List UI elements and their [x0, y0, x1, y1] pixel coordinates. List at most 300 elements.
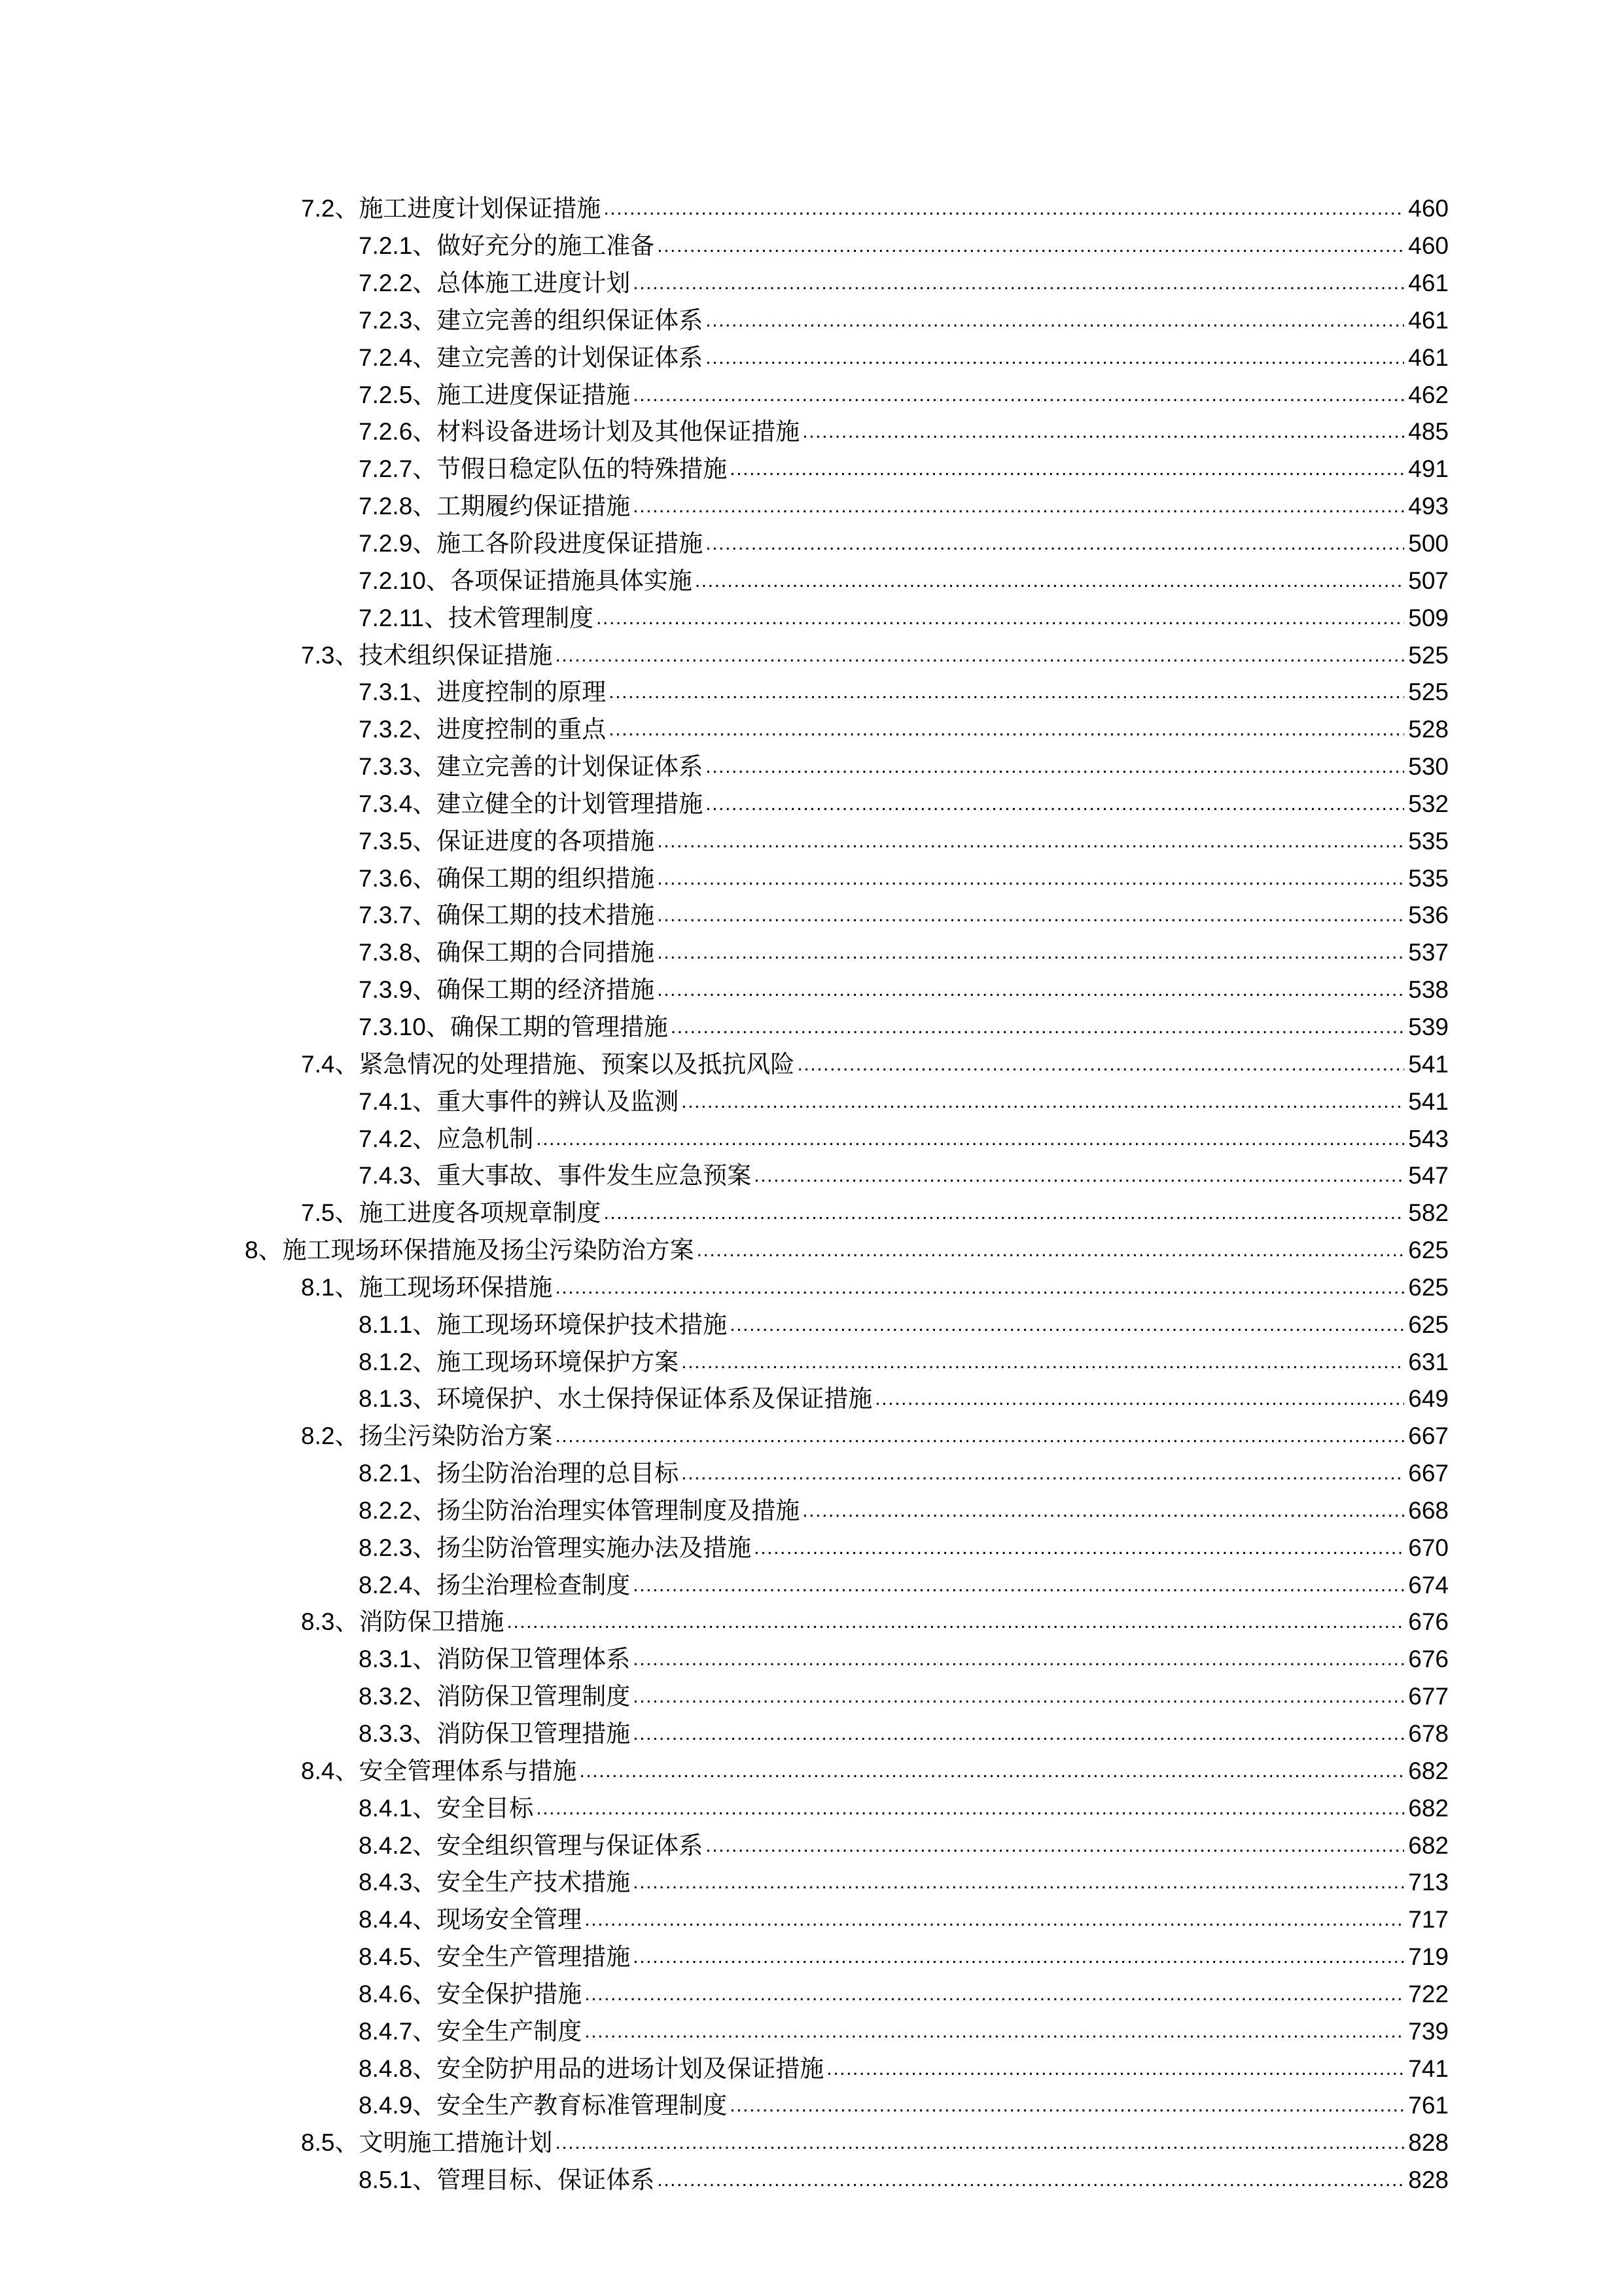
toc-entry-page-number: 678 — [1408, 1720, 1449, 1748]
toc-entry-number: 7.3.3 — [359, 753, 413, 781]
toc-dot-leader — [555, 637, 1404, 674]
toc-entry-page-number: 828 — [1408, 2129, 1449, 2157]
toc-entry-title: 施工现场环保措施 — [359, 1273, 553, 1301]
toc-entry-page-number: 582 — [1408, 1199, 1449, 1227]
toc-entry-separator: 、 — [425, 567, 450, 594]
toc-dot-leader — [705, 302, 1404, 339]
toc-entry[interactable] — [0, 2013, 1624, 2050]
toc-entry-number: 8.4.4 — [359, 1906, 413, 1934]
toc-entry-page-number: 625 — [1408, 1311, 1449, 1338]
toc-entry[interactable] — [0, 525, 1624, 563]
toc-entry-page-number: 493 — [1408, 493, 1449, 520]
toc-entry[interactable] — [0, 1604, 1624, 1641]
toc-dot-leader — [797, 1046, 1404, 1083]
toc-entry[interactable] — [0, 1343, 1624, 1381]
toc-entry[interactable] — [0, 302, 1624, 340]
toc-dot-leader — [754, 1530, 1404, 1566]
toc-entry-number: 8.4.3 — [359, 1869, 413, 1896]
toc-dot-leader — [584, 1976, 1404, 2013]
toc-entry-number: 7.4.3 — [359, 1162, 413, 1190]
toc-entry[interactable] — [0, 562, 1624, 599]
toc-entry-page-number: 491 — [1408, 455, 1449, 483]
toc-entry-number: 7.3.1 — [359, 679, 413, 706]
toc-entry-number: 8.2 — [301, 1422, 335, 1450]
toc-entry[interactable] — [0, 339, 1624, 376]
toc-entry-number: 7.2.4 — [359, 344, 413, 371]
toc-entry-title: 消防保卫措施 — [359, 1608, 504, 1636]
toc-entry-separator: 、 — [334, 641, 359, 669]
toc-entry-title: 扬尘治理检查制度 — [436, 1571, 631, 1598]
toc-entry-page-number: 625 — [1408, 1273, 1449, 1301]
toc-entry-title: 施工现场环保措施及扬尘污染防治方案 — [282, 1237, 694, 1264]
toc-entry-title: 施工现场环境保护方案 — [436, 1348, 679, 1375]
toc-entry-number: 7.3 — [301, 641, 335, 669]
toc-entry-title: 文明施工措施计划 — [359, 2129, 553, 2157]
toc-entry[interactable] — [0, 1046, 1624, 1083]
toc-entry-separator: 、 — [334, 1608, 359, 1636]
toc-dot-leader — [609, 711, 1404, 748]
toc-entry-page-number: 530 — [1408, 753, 1449, 781]
toc-entry-separator: 、 — [412, 2017, 437, 2045]
toc-entry-page-number: 547 — [1408, 1162, 1449, 1190]
toc-dot-leader — [730, 1307, 1404, 1343]
toc-entry-separator: 、 — [412, 1125, 437, 1152]
toc-dot-leader — [730, 2087, 1404, 2124]
toc-entry-number: 8.1.3 — [359, 1385, 413, 1413]
toc-entry-page-number: 525 — [1408, 679, 1449, 706]
toc-entry-separator: 、 — [412, 1646, 437, 1673]
toc-entry-separator: 、 — [412, 232, 437, 260]
toc-entry-separator: 、 — [412, 1906, 437, 1934]
toc-entry-page-number: 682 — [1408, 1757, 1449, 1784]
toc-entry[interactable] — [0, 1455, 1624, 1492]
toc-entry[interactable] — [0, 1827, 1624, 1864]
toc-entry[interactable] — [0, 1716, 1624, 1753]
toc-entry-title: 安全生产制度 — [436, 2017, 582, 2045]
toc-entry-number: 7.3.6 — [359, 864, 413, 892]
toc-entry-title: 消防保卫管理措施 — [436, 1720, 631, 1748]
toc-entry-number: 7.5 — [301, 1199, 335, 1227]
toc-entry-number: 8.4.1 — [359, 1794, 413, 1822]
toc-entry-title: 现场安全管理 — [436, 1906, 582, 1934]
toc-entry-title: 安全保护措施 — [436, 1980, 582, 2007]
toc-entry-page-number: 682 — [1408, 1831, 1449, 1859]
toc-entry-page-number: 460 — [1408, 232, 1449, 260]
toc-entry-separator: 、 — [412, 753, 437, 781]
toc-entry[interactable] — [0, 451, 1624, 488]
toc-entry-separator: 、 — [424, 604, 449, 631]
toc-entry-page-number: 461 — [1408, 306, 1449, 334]
toc-dot-leader — [657, 860, 1404, 897]
toc-entry-number: 7.2.10 — [359, 567, 426, 594]
toc-entry-number: 7.2.6 — [359, 418, 413, 446]
toc-entry-title: 安全生产管理措施 — [436, 1943, 631, 1971]
toc-entry-separator: 、 — [412, 1720, 437, 1748]
toc-dot-leader — [657, 934, 1404, 971]
toc-entry-title: 确保工期的合同措施 — [436, 939, 655, 966]
toc-entry-number: 7.4 — [301, 1050, 335, 1078]
toc-entry-title: 进度控制的原理 — [436, 679, 607, 706]
toc-dot-leader — [596, 600, 1404, 637]
toc-entry-number: 7.4.1 — [359, 1087, 413, 1115]
toc-entry-title: 施工各阶段进度保证措施 — [436, 530, 703, 557]
toc-entry-title: 安全防护用品的进场计划及保证措施 — [436, 2055, 824, 2082]
toc-entry-page-number: 828 — [1408, 2166, 1449, 2194]
toc-entry-separator: 、 — [334, 1757, 359, 1784]
toc-entry[interactable] — [0, 1566, 1624, 1604]
toc-entry-title: 应急机制 — [436, 1125, 534, 1152]
toc-entry[interactable] — [0, 1306, 1624, 1343]
toc-entry-page-number: 460 — [1408, 195, 1449, 222]
toc-entry[interactable] — [0, 228, 1624, 265]
toc-entry-separator: 、 — [412, 344, 437, 371]
toc-entry-number: 7.3.10 — [359, 1013, 426, 1040]
toc-entry-number: 8.4.7 — [359, 2017, 413, 2045]
toc-dot-leader — [875, 1381, 1404, 1417]
toc-entry-page-number: 461 — [1408, 270, 1449, 297]
toc-entry-number: 8.4.9 — [359, 2092, 413, 2119]
toc-entry-page-number: 670 — [1408, 1534, 1449, 1561]
toc-entry-number: 8.3 — [301, 1608, 335, 1636]
toc-entry-title: 消防保卫管理制度 — [436, 1683, 631, 1710]
toc-entry-separator: 、 — [412, 1943, 437, 1971]
toc-entry-title: 材料设备进场计划及其他保证措施 — [436, 418, 800, 446]
toc-entry-separator: 、 — [412, 1831, 437, 1859]
toc-entry-number: 7.3.4 — [359, 790, 413, 817]
toc-dot-leader — [603, 1195, 1404, 1231]
toc-entry-title: 扬尘防治治理实体管理制度及措施 — [436, 1496, 800, 1524]
toc-entry-number: 8.4.6 — [359, 1980, 413, 2007]
toc-entry-title: 管理目标、保证体系 — [436, 2166, 655, 2194]
toc-entry[interactable] — [0, 972, 1624, 1009]
toc-entry-separator: 、 — [412, 2092, 437, 2119]
toc-entry-page-number: 682 — [1408, 1794, 1449, 1822]
toc-entry-number: 8.3.2 — [359, 1683, 413, 1710]
toc-dot-leader — [555, 1418, 1404, 1455]
toc-dot-leader — [657, 823, 1404, 860]
toc-dot-leader — [536, 1121, 1404, 1157]
toc-dot-leader — [633, 1641, 1404, 1678]
toc-entry-title: 扬尘污染防治方案 — [359, 1422, 553, 1450]
toc-entry-number: 8.2.1 — [359, 1460, 413, 1487]
toc-entry-number: 8.4.8 — [359, 2055, 413, 2082]
toc-dot-leader — [555, 1269, 1404, 1306]
toc-entry-page-number: 739 — [1408, 2017, 1449, 2045]
toc-entry-number: 8.5.1 — [359, 2166, 413, 2194]
toc-entry-separator: 、 — [412, 827, 437, 855]
toc-entry-number: 8.3.3 — [359, 1720, 413, 1748]
toc-dot-leader — [633, 377, 1404, 414]
toc-entry-page-number: 532 — [1408, 790, 1449, 817]
toc-entry-title: 建立完善的计划保证体系 — [436, 344, 703, 371]
toc-dot-leader — [657, 897, 1404, 934]
toc-entry-title: 安全目标 — [436, 1794, 534, 1822]
toc-entry[interactable] — [0, 674, 1624, 711]
toc-entry-title: 扬尘防治管理实施办法及措施 — [436, 1534, 752, 1561]
toc-entry-number: 7.3.5 — [359, 827, 413, 855]
toc-entry-number: 8.5 — [301, 2129, 335, 2157]
toc-dot-leader — [705, 340, 1404, 376]
toc-entry-number: 7.2.9 — [359, 530, 413, 557]
toc-dot-leader — [705, 1828, 1404, 1864]
toc-entry-page-number: 713 — [1408, 1869, 1449, 1896]
toc-entry[interactable] — [0, 1269, 1624, 1306]
toc-entry-page-number: 539 — [1408, 1013, 1449, 1040]
toc-entry-title: 做好充分的施工准备 — [436, 232, 655, 260]
toc-entry-separator: 、 — [412, 1348, 437, 1375]
toc-entry[interactable] — [0, 1120, 1624, 1157]
toc-entry-separator: 、 — [412, 1087, 437, 1115]
toc-entry-page-number: 541 — [1408, 1087, 1449, 1115]
toc-entry-title: 重大事故、事件发生应急预案 — [436, 1162, 752, 1190]
toc-entry[interactable] — [0, 711, 1624, 749]
toc-entry[interactable] — [0, 2162, 1624, 2199]
toc-dot-leader — [657, 2162, 1404, 2199]
toc-entry-title: 安全管理体系与措施 — [359, 1757, 577, 1784]
toc-entry-page-number: 500 — [1408, 530, 1449, 557]
toc-entry-title: 扬尘防治治理的总目标 — [436, 1460, 679, 1487]
toc-entry-title: 建立完善的计划保证体系 — [436, 753, 703, 781]
toc-entry-page-number: 537 — [1408, 939, 1449, 966]
toc-entry-page-number: 668 — [1408, 1496, 1449, 1524]
toc-entry[interactable] — [0, 897, 1624, 934]
toc-dot-leader — [730, 451, 1404, 487]
toc-entry[interactable] — [0, 1083, 1624, 1120]
toc-entry-separator: 、 — [425, 1013, 450, 1040]
toc-dot-leader — [555, 2125, 1404, 2161]
toc-dot-leader — [579, 1753, 1404, 1790]
toc-entry-separator: 、 — [412, 1869, 437, 1896]
toc-entry-page-number: 667 — [1408, 1460, 1449, 1487]
toc-dot-leader — [584, 1901, 1404, 1938]
toc-entry-number: 7.2 — [301, 195, 335, 222]
toc-entry-separator: 、 — [334, 2129, 359, 2157]
toc-dot-leader — [633, 1567, 1404, 1604]
toc-entry-title: 环境保护、水土保持保证体系及保证措施 — [436, 1385, 873, 1413]
toc-entry-separator: 、 — [412, 1162, 437, 1190]
toc-entry-page-number: 717 — [1408, 1906, 1449, 1934]
toc-entry-page-number: 535 — [1408, 864, 1449, 892]
toc-entry[interactable] — [0, 599, 1624, 637]
toc-entry-number: 7.4.2 — [359, 1125, 413, 1152]
toc-entry[interactable] — [0, 786, 1624, 823]
toc-entry-page-number: 525 — [1408, 641, 1449, 669]
toc-entry-title: 消防保卫管理体系 — [436, 1646, 631, 1673]
toc-dot-leader — [802, 414, 1404, 450]
toc-entry-number: 7.2.2 — [359, 270, 413, 297]
toc-dot-leader — [633, 1939, 1404, 1975]
toc-entry-page-number: 676 — [1408, 1608, 1449, 1636]
toc-entry[interactable] — [0, 1529, 1624, 1566]
toc-entry-title: 安全生产技术措施 — [436, 1869, 631, 1896]
toc-entry[interactable] — [0, 1492, 1624, 1530]
toc-dot-leader — [681, 1084, 1404, 1120]
toc-entry-separator: 、 — [412, 1980, 437, 2007]
toc-entry[interactable] — [0, 1157, 1624, 1195]
toc-entry-title: 保证进度的各项措施 — [436, 827, 655, 855]
toc-entry[interactable] — [0, 1418, 1624, 1455]
toc-entry[interactable] — [0, 1939, 1624, 1976]
toc-entry-number: 7.2.8 — [359, 493, 413, 520]
toc-entry-separator: 、 — [412, 381, 437, 408]
toc-dot-leader — [633, 1864, 1404, 1901]
toc-entry-separator: 、 — [412, 530, 437, 557]
toc-entry[interactable] — [0, 1976, 1624, 2013]
toc-entry-separator: 、 — [412, 1534, 437, 1561]
toc-dot-leader — [657, 972, 1404, 1008]
toc-entry-separator: 、 — [412, 1460, 437, 1487]
toc-dot-leader — [536, 1790, 1404, 1827]
toc-dot-leader — [705, 749, 1404, 785]
toc-entry-number: 8.2.4 — [359, 1571, 413, 1598]
toc-dot-leader — [826, 2051, 1404, 2087]
toc-entry-separator: 、 — [412, 306, 437, 334]
toc-entry-page-number: 541 — [1408, 1050, 1449, 1078]
toc-entry-title: 施工进度保证措施 — [436, 381, 631, 408]
toc-entry-page-number: 719 — [1408, 1943, 1449, 1971]
toc-dot-leader — [705, 525, 1404, 562]
toc-entry-number: 7.3.7 — [359, 902, 413, 929]
toc-entry-number: 7.2.1 — [359, 232, 413, 260]
toc-entry[interactable] — [0, 2050, 1624, 2087]
toc-entry-separator: 、 — [412, 1385, 437, 1413]
toc-entry-number: 8.4.2 — [359, 1831, 413, 1859]
toc-entry-number: 8 — [245, 1237, 258, 1264]
toc-entry-page-number: 536 — [1408, 902, 1449, 929]
toc-entry-separator: 、 — [412, 716, 437, 743]
toc-entry-separator: 、 — [258, 1237, 283, 1264]
toc-entry-separator: 、 — [334, 195, 359, 222]
toc-entry-title: 技术组织保证措施 — [359, 641, 553, 669]
toc-entry-separator: 、 — [412, 2166, 437, 2194]
toc-entry-title: 安全生产教育标准管理制度 — [436, 2092, 728, 2119]
toc-entry-title: 重大事件的辨认及监测 — [436, 1087, 679, 1115]
toc-entry[interactable] — [0, 637, 1624, 674]
toc-entry[interactable] — [0, 1232, 1624, 1269]
toc-entry[interactable] — [0, 2087, 1624, 2125]
toc-entry[interactable] — [0, 2125, 1624, 2162]
toc-entry-title: 建立健全的计划管理措施 — [436, 790, 703, 817]
toc-entry-number: 7.3.2 — [359, 716, 413, 743]
toc-entry-title: 工期履约保证措施 — [436, 493, 631, 520]
toc-entry-title: 技术管理制度 — [448, 604, 594, 631]
toc-entry-separator: 、 — [412, 493, 437, 520]
toc-dot-leader — [633, 488, 1404, 525]
toc-entry-separator: 、 — [412, 976, 437, 1004]
toc-entry-page-number: 485 — [1408, 418, 1449, 446]
toc-entry-separator: 、 — [334, 1199, 359, 1227]
toc-entry-title: 进度控制的重点 — [436, 716, 607, 743]
toc-entry[interactable] — [0, 1864, 1624, 1901]
toc-entry-number: 8.1.2 — [359, 1348, 413, 1375]
toc-entry[interactable] — [0, 822, 1624, 860]
toc-entry-title: 建立完善的组织保证体系 — [436, 306, 703, 334]
toc-entry-separator: 、 — [412, 270, 437, 297]
toc-entry-page-number: 674 — [1408, 1571, 1449, 1598]
toc-entry-page-number: 722 — [1408, 1980, 1449, 2007]
toc-entry-page-number: 631 — [1408, 1348, 1449, 1375]
toc-entry-number: 7.2.5 — [359, 381, 413, 408]
toc-entry[interactable] — [0, 1790, 1624, 1827]
toc-dot-leader — [681, 1455, 1404, 1492]
toc-entry[interactable] — [0, 934, 1624, 972]
toc-entry-page-number: 676 — [1408, 1646, 1449, 1673]
toc-entry-page-number: 761 — [1408, 2092, 1449, 2119]
toc-dot-leader — [695, 563, 1404, 599]
toc-entry-page-number: 543 — [1408, 1125, 1449, 1152]
toc-entry-title: 施工现场环境保护技术措施 — [436, 1311, 728, 1338]
toc-dot-leader — [681, 1344, 1404, 1381]
toc-entry[interactable] — [0, 488, 1624, 525]
toc-entry-separator: 、 — [334, 1273, 359, 1301]
toc-entry[interactable] — [0, 749, 1624, 786]
toc-entry-separator: 、 — [412, 1683, 437, 1710]
toc-entry[interactable] — [0, 190, 1624, 228]
toc-entry-page-number: 509 — [1408, 604, 1449, 631]
toc-entry-number: 8.3.1 — [359, 1646, 413, 1673]
toc-entry-separator: 、 — [412, 679, 437, 706]
table-of-contents — [0, 190, 1624, 2199]
toc-entry-separator: 、 — [412, 790, 437, 817]
toc-entry-page-number: 677 — [1408, 1683, 1449, 1710]
toc-entry[interactable] — [0, 1678, 1624, 1716]
toc-dot-leader — [697, 1232, 1405, 1269]
toc-entry-page-number: 667 — [1408, 1422, 1449, 1450]
toc-entry-number: 8.4.5 — [359, 1943, 413, 1971]
toc-entry-separator: 、 — [412, 939, 437, 966]
toc-entry-page-number: 538 — [1408, 976, 1449, 1004]
toc-entry-separator: 、 — [412, 1571, 437, 1598]
toc-entry-page-number: 625 — [1408, 1237, 1449, 1264]
toc-entry[interactable] — [0, 1009, 1624, 1046]
toc-entry-number: 8.4 — [301, 1757, 335, 1784]
toc-dot-leader — [506, 1604, 1404, 1640]
toc-entry-separator: 、 — [334, 1050, 359, 1078]
toc-entry-title: 施工进度计划保证措施 — [359, 195, 601, 222]
toc-entry-title: 确保工期的经济措施 — [436, 976, 655, 1004]
toc-entry-separator: 、 — [412, 902, 437, 929]
toc-dot-leader — [705, 786, 1404, 822]
toc-dot-leader — [633, 265, 1404, 302]
toc-entry[interactable] — [0, 414, 1624, 451]
toc-entry-title: 紧急情况的处理措施、预案以及抵抗风险 — [359, 1050, 795, 1078]
toc-entry-number: 7.3.9 — [359, 976, 413, 1004]
toc-entry-number: 7.2.7 — [359, 455, 413, 483]
toc-entry-number: 7.2.11 — [359, 604, 425, 631]
toc-entry[interactable] — [0, 860, 1624, 897]
toc-entry[interactable] — [0, 1641, 1624, 1678]
toc-entry-page-number: 507 — [1408, 567, 1449, 594]
toc-entry-page-number: 462 — [1408, 381, 1449, 408]
toc-dot-leader — [609, 674, 1404, 711]
toc-entry-page-number: 535 — [1408, 827, 1449, 855]
toc-entry[interactable] — [0, 1901, 1624, 1939]
toc-entry-number: 7.3.8 — [359, 939, 413, 966]
toc-entry-separator: 、 — [412, 1794, 437, 1822]
toc-entry-title: 安全组织管理与保证体系 — [436, 1831, 703, 1859]
toc-entry[interactable] — [0, 1752, 1624, 1790]
toc-entry[interactable] — [0, 265, 1624, 302]
toc-dot-leader — [603, 190, 1404, 227]
toc-entry[interactable] — [0, 1195, 1624, 1232]
toc-dot-leader — [671, 1009, 1404, 1046]
toc-entry-page-number: 528 — [1408, 716, 1449, 743]
toc-entry-number: 7.2.3 — [359, 306, 413, 334]
toc-entry-title: 总体施工进度计划 — [436, 270, 631, 297]
toc-entry-number: 8.1.1 — [359, 1311, 413, 1338]
toc-entry[interactable] — [0, 1381, 1624, 1418]
toc-entry[interactable] — [0, 376, 1624, 414]
